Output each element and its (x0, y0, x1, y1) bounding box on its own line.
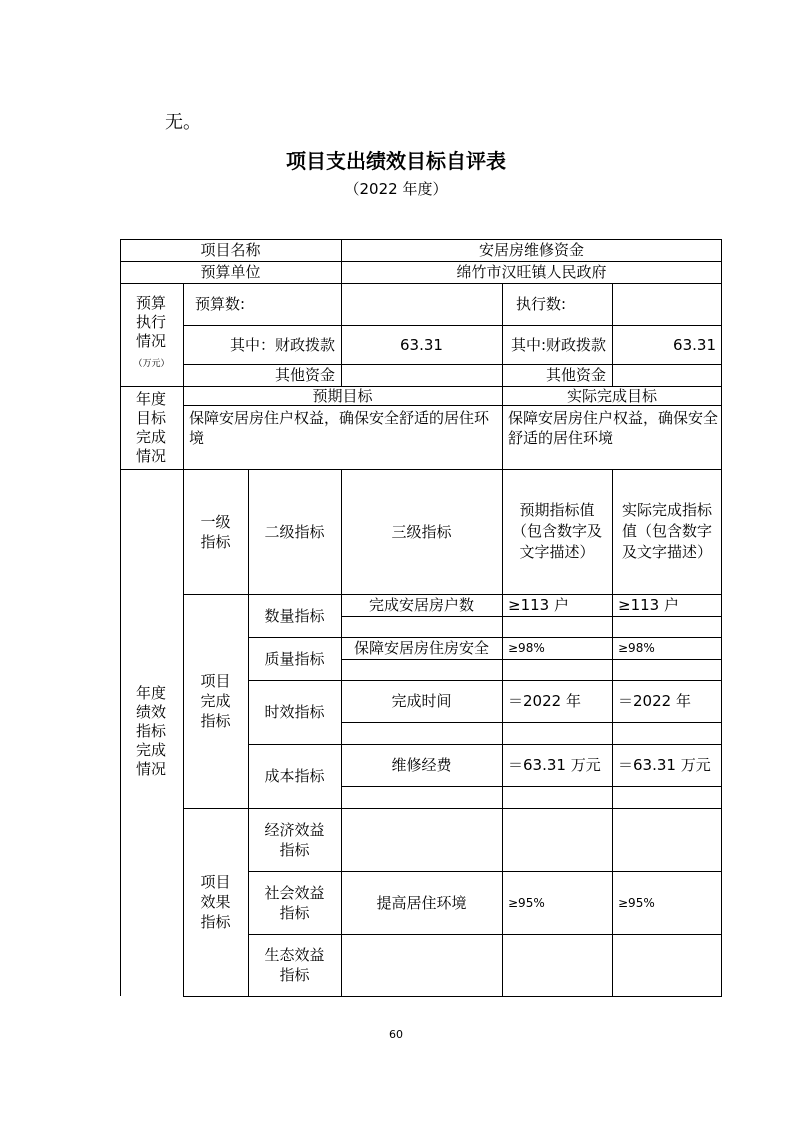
ecological-label: 生态效益指标 (264, 946, 325, 984)
annual-goal-label: 年度目标完成情况 (135, 390, 166, 465)
expected-goal-text: 保障安居房住户权益，确保安全舒适的居住环境 (189, 409, 490, 447)
page-title: 项目支出绩效目标自评表 (286, 149, 506, 173)
economic-label: 经济效益指标 (264, 820, 325, 859)
project-name-value: 安居房维修资金 (478, 241, 584, 259)
exec-amount-label: 执行数: (516, 295, 567, 313)
grid-line (341, 786, 722, 787)
expected-goal-label: 预期目标 (312, 386, 373, 405)
quantity-item: 完成安居房户数 (368, 596, 474, 614)
fiscal-exec-value: 63.31 (673, 335, 716, 354)
grid-line (341, 616, 722, 617)
header-level3: 三级指标 (391, 522, 452, 541)
social-item: 提高居住环境 (376, 893, 467, 912)
header-actual: 实际完成指标值（包含数字及文字描述） (621, 501, 712, 561)
social-expected: ≥95% (508, 895, 545, 910)
fiscal-budget-label: 其中：财政拨款 (229, 335, 335, 354)
quantity-actual: ≥113 户 (618, 596, 679, 614)
quality-item: 保障安居房住房安全 (353, 639, 489, 657)
budget-exec-unit: （万元） (133, 359, 170, 369)
budget-unit-label: 预算单位 (200, 263, 261, 281)
header-level1: 一级指标 (200, 512, 231, 551)
budget-amount-label: 预算数: (195, 295, 246, 313)
actual-goal-text: 保障安居房住户权益，确保安全舒适的居住环境 (508, 409, 719, 447)
header-level2: 二级指标 (264, 522, 325, 541)
intro-text: 无。 (165, 112, 201, 133)
quality-expected: ≥98% (508, 641, 545, 655)
fiscal-budget-value: 63.31 (400, 335, 443, 354)
actual-goal-label: 实际完成目标 (566, 386, 657, 405)
budget-exec-label: 预算执行情况 (135, 293, 166, 350)
other-funds-label: 其他资金 (274, 366, 335, 384)
social-actual: ≥95% (618, 895, 655, 910)
grid-line (183, 996, 722, 997)
timeliness-item: 完成时间 (391, 692, 452, 710)
quantity-label: 数量指标 (264, 606, 325, 625)
grid-line (341, 722, 722, 723)
quantity-expected: ≥113 户 (508, 596, 569, 614)
effect-label: 项目效果指标 (200, 873, 231, 931)
page-subtitle: （2022 年度） (344, 180, 448, 198)
fiscal-exec-label: 其中:财政拨款 (510, 335, 606, 354)
annual-perf-label: 年度绩效指标完成情况 (135, 683, 166, 778)
cost-actual: ＝63.31 万元 (618, 756, 711, 774)
completion-label: 项目完成指标 (200, 672, 231, 730)
timeliness-label: 时效指标 (264, 703, 325, 721)
other-funds-label-2: 其他资金 (545, 366, 606, 384)
page-number: 60 (389, 1028, 403, 1041)
header-expected: 预期指标值（包含数字及文字描述） (511, 501, 602, 561)
timeliness-expected: ＝2022 年 (508, 692, 581, 710)
exec-amount-value (612, 283, 722, 325)
grid-line (341, 659, 722, 660)
social-label: 社会效益指标 (264, 883, 325, 922)
budget-unit-value: 绵竹市汉旺镇人民政府 (456, 263, 607, 281)
cost-label: 成本指标 (264, 767, 325, 785)
quality-actual: ≥98% (618, 641, 655, 655)
timeliness-actual: ＝2022 年 (618, 692, 691, 710)
project-name-label: 项目名称 (200, 241, 261, 259)
cost-expected: ＝63.31 万元 (508, 756, 601, 774)
budget-amount-value (341, 283, 502, 325)
grid-line (120, 239, 121, 996)
quality-label: 质量指标 (264, 649, 325, 668)
cost-item: 维修经费 (391, 756, 452, 774)
